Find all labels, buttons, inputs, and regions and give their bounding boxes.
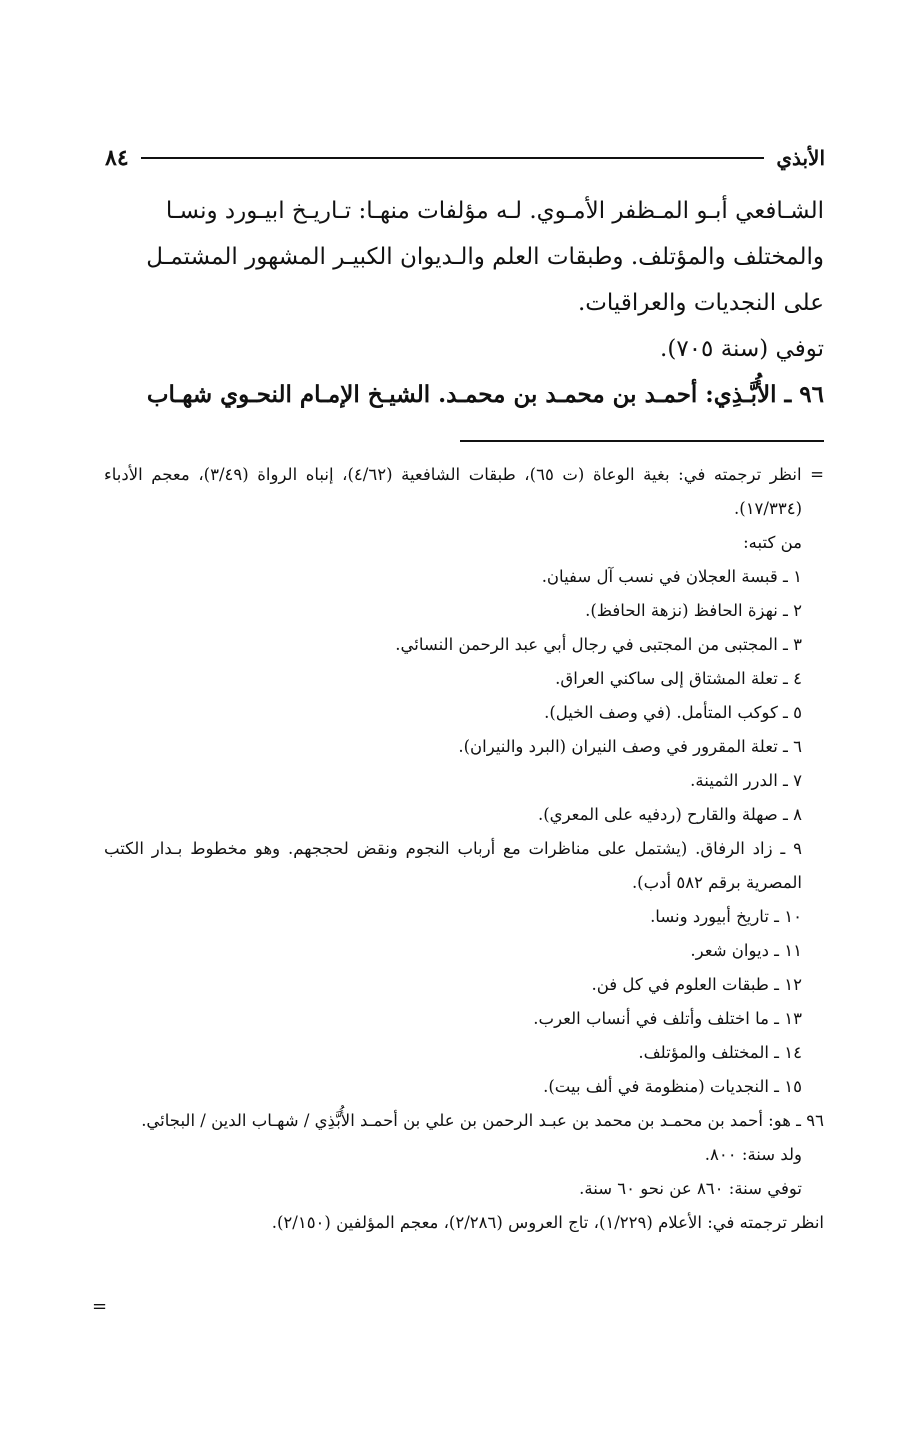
continuation-mark: = [92,1296,108,1317]
header-title: الأبذي [776,146,825,170]
book-item: ٨ ـ صهلة والقارح (ردفيه على المعري). [537,805,802,824]
book-item: ١٠ ـ تاريخ أبيورد ونسا. [650,907,802,926]
book-item: ١١ ـ ديوان شعر. [690,941,802,960]
book-item: ١ ـ قبسة العجلان في نسب آل سفيان. [541,567,802,586]
book-item: ٢ ـ نهزة الحافظ (نزهة الحافظ). [585,601,802,620]
footnotes [104,458,824,1240]
book-item: ١٢ ـ طبقات العلوم في كل فن. [591,975,802,994]
book-item: ٥ ـ كوكب المتأمل. (في وصف الخيل). [544,703,802,722]
header-rule [141,157,765,159]
page-number: ٨٤ [105,145,129,171]
main-line-2: والمختلف والمؤتلف. وطبقات العلم والـديوان الكبيـر المشهور المشتمـل [146,244,824,270]
footnote-intro: = انظر ترجمته في: بغية الوعاة (ت ٦٥)، طبقات الشافعية (٤/٦٢)، إنباه الرواة (٣/٤٩)، معجم الأدباء (١٧/٣٣٤). [104,465,824,518]
book-item: ٧ ـ الدرر الثمينة. [690,771,802,790]
books-heading: من كتبه: [743,533,802,552]
book-item: ٤ ـ تعلة المشتاق إلى ساكني العراق. [555,669,802,688]
book-item: ١٤ ـ المختلف والمؤتلف. [638,1043,802,1062]
born-line: ولد سنة: ٨٠٠. [704,1145,802,1164]
died-line: توفي سنة: ٨٦٠ عن نحو ٦٠ سنة. [579,1179,802,1198]
book-item: ١٣ ـ ما اختلف وأتلف في أنساب العرب. [533,1009,802,1028]
entry-96-heading: ٩٦ ـ الأُبَّـذِي: أحمـد بن محمـد بن محمـد. الشيـخ الإمـام النحـوي شهـاب [146,381,824,408]
main-line-3: على النجديات والعراقيات. [577,290,824,316]
footnote-separator [460,440,824,442]
main-line-1: الشـافعي أبـو المـظفر الأمـوي. لـه مؤلفات منهـا: تـاريـخ ابيـورد ونسـا [165,198,824,224]
references-line: انظر ترجمته في: الأعلام (١/٢٢٩)، تاج العروس (٢/٢٨٦)، معجم المؤلفين (٢/١٥٠). [271,1213,824,1232]
book-item: ٩ ـ زاد الرفاق. (يشتمل على مناظرات مع أرباب النجوم ونقض لحججهم. وهو مخطوط بـدار الكتب المصرية برقم ٥٨٢ أدب). [104,839,802,892]
main-line-4: توفي (سنة ٧٠٥). [660,336,824,362]
book-item: ٦ ـ تعلة المقرور في وصف النيران (البرد والنيران). [458,737,802,756]
footnote-96: ٩٦ ـ هو: أحمد بن محمـد بن محمد بن عبـد الرحمن بن علي بن أحمـد الأُبَّذِي / شهـاب الدين / البجائي. [141,1111,824,1130]
main-text [100,188,824,418]
running-header [105,140,825,176]
book-item: ١٥ ـ النجديات (منظومة في ألف بيت). [543,1077,802,1096]
book-item: ٣ ـ المجتبى من المجتبى في رجال أبي عبد الرحمن النسائي. [395,635,802,654]
